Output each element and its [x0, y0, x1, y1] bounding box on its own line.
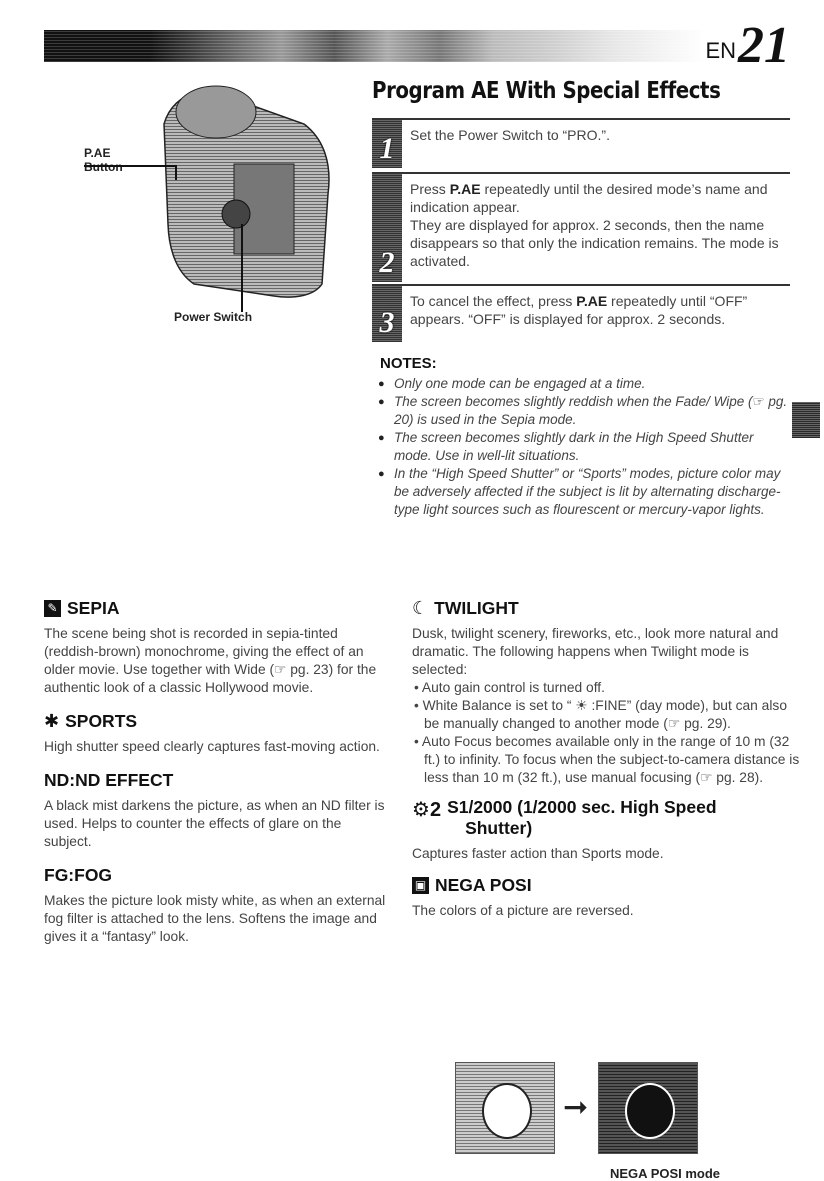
step-1: [372, 118, 790, 165]
page-number: EN21: [705, 17, 790, 74]
nd-body: A black mist darkens the picture, as when an ND filter is used. Helps to counter the effects of glare on the subject.: [44, 798, 385, 849]
step-text: Set the Power Switch to “PRO.”.: [410, 127, 610, 143]
notes-list: [378, 375, 790, 519]
face-icon: [625, 1083, 675, 1139]
negative-image: [598, 1062, 698, 1154]
sports-icon: ✱: [44, 711, 60, 731]
sepia-icon: ✎: [44, 600, 61, 617]
left-column: [44, 598, 388, 946]
original-image: [455, 1062, 555, 1154]
nega-posi-icon: ▣: [412, 877, 429, 894]
side-tab-marker: [792, 402, 820, 438]
nega-posi-caption: NEGA POSI mode: [610, 1166, 721, 1181]
shutter-heading: ⚙2 S1/2000 (1/2000 sec. High Speed Shutter): [412, 797, 717, 838]
header-band: [44, 30, 704, 62]
shutter-icon: ⚙2: [412, 799, 442, 821]
notes-title: NOTES:: [380, 355, 437, 372]
note-item: ● In the “High Speed Shutter” or “Sports” modes, picture color may be adversely affected if the subject is lit by alternating discharge-type light sources such as flourescent or mercury-vapor lights.: [378, 465, 790, 519]
twilight-bullet: • Auto gain control is turned off.: [414, 680, 605, 695]
sports-heading: ✱ SPORTS: [44, 711, 138, 731]
twilight-bullet: • White Balance is set to “ ☀ :FINE” (day mode), but can also be manually changed to another mode (☞ pg. 29).: [414, 698, 787, 731]
step-number: 1: [372, 120, 402, 168]
nd-heading: ND:ND EFFECT: [44, 770, 174, 790]
twilight-body: Dusk, twilight scenery, fireworks, etc., look more natural and dramatic. The following happens when Twilight mode is selected:: [412, 626, 779, 677]
pae-label-1: P.AE: [84, 146, 111, 160]
step-number: 3: [372, 286, 402, 342]
power-switch-label: Power Switch: [174, 310, 253, 324]
step-text: Press P.AE repeatedly until the desired mode’s name and indication appear. They are displayed for approx. 2 seconds, then the name disappears so that only the indication remains. The mode is activated.: [410, 181, 779, 269]
camcorder-illustration: [84, 84, 344, 324]
nega-body: The colors of a picture are reversed.: [412, 903, 634, 918]
face-icon: [482, 1083, 532, 1139]
arrow-right-icon: ➞: [563, 1091, 589, 1124]
fog-body: Makes the picture look misty white, as when an external fog filter is attached to the lens. Softens the image and gives it a “fantasy” look.: [44, 893, 386, 944]
twilight-moon-icon: ☾: [412, 598, 429, 618]
pae-label-2: Button: [84, 160, 123, 174]
shutter-body: Captures faster action than Sports mode.: [412, 846, 664, 861]
sports-body: High shutter speed clearly captures fast-moving action.: [44, 739, 380, 754]
fog-heading: FG:FOG: [44, 865, 113, 885]
sepia-heading: ✎ SEPIA: [44, 598, 388, 619]
nega-heading: ▣ NEGA POSI: [412, 875, 800, 896]
step-3: [372, 284, 790, 339]
twilight-bullet: • Auto Focus becomes available only in the range of 10 m (32 ft.) to infinity. To focus when the subject-to-camera distance is less than 10 m (32 ft.), use manual focusing (☞ pg. 28).: [414, 734, 800, 785]
page-title: Program AE With Special Effects: [372, 78, 721, 104]
note-item: ● The screen becomes slightly reddish when the Fade/ Wipe (☞ pg. 20) is used in the Sepia mode.: [378, 393, 790, 429]
sepia-body: The scene being shot is recorded in sepia-tinted (reddish-brown) monochrome, giving the effect of an older movie. Use together with Wide (☞ pg. 23) for the authentic look of a classic Hollywood movie.: [44, 626, 377, 695]
step-2: [372, 172, 790, 278]
step-text: To cancel the effect, press P.AE repeatedly until “OFF” appears. “OFF” is displayed for approx. 2 seconds.: [410, 293, 748, 327]
right-column: [412, 598, 800, 920]
step-number: 2: [372, 174, 402, 282]
twilight-heading: ☾ TWILIGHT: [412, 598, 519, 618]
note-item: ● Only one mode can be engaged at a time.: [378, 375, 790, 393]
note-item: ● The screen becomes slightly dark in the High Speed Shutter mode. Use in well-lit situations.: [378, 429, 790, 465]
